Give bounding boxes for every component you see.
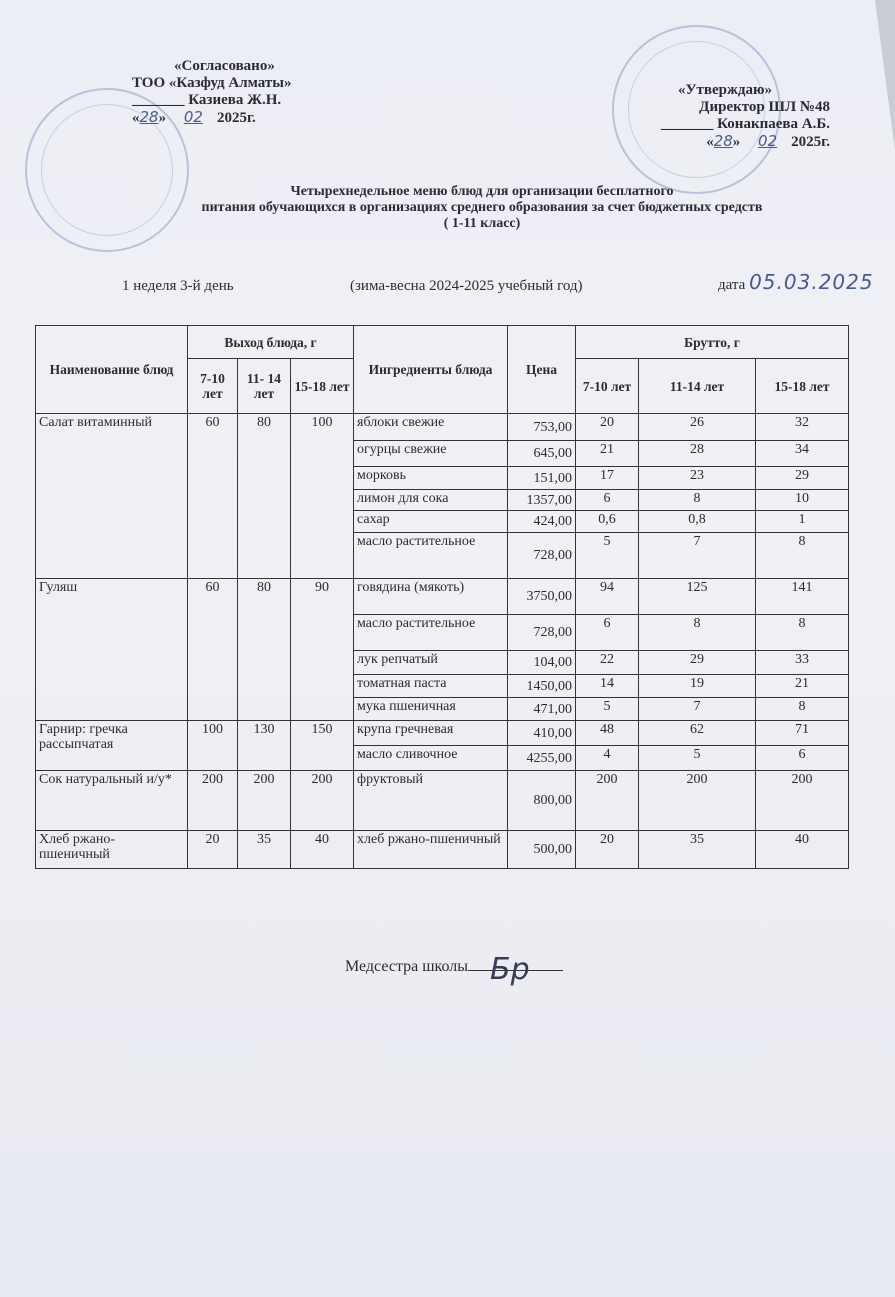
ingredient-price: 424,00 bbox=[508, 511, 576, 533]
ingredient-gross: 17 bbox=[576, 467, 639, 490]
ingredient-gross: 26 bbox=[639, 414, 756, 441]
ingredient-gross: 62 bbox=[639, 721, 756, 746]
ingredient-name: томатная паста bbox=[354, 675, 508, 698]
ingredient-gross: 14 bbox=[576, 675, 639, 698]
approval-left-date: «28» 02 2025г. bbox=[132, 108, 256, 126]
header-gross-age: 15-18 лет bbox=[756, 359, 849, 414]
approval-left-heading: «Согласовано» bbox=[174, 58, 275, 74]
date-field bbox=[718, 270, 874, 294]
ingredient-price: 1357,00 bbox=[508, 490, 576, 511]
ingredient-gross: 28 bbox=[639, 441, 756, 467]
ingredient-price: 728,00 bbox=[508, 533, 576, 579]
ingredient-name: фруктовый bbox=[354, 771, 508, 831]
ingredient-gross: 4 bbox=[576, 746, 639, 771]
ingredient-price: 1450,00 bbox=[508, 675, 576, 698]
header-gross-age: 7-10 лет bbox=[576, 359, 639, 414]
ingredient-name: масло растительное bbox=[354, 615, 508, 651]
table-row bbox=[36, 771, 849, 831]
ingredient-name: лук репчатый bbox=[354, 651, 508, 675]
header-dish: Наименование блюд bbox=[36, 326, 188, 414]
ingredient-gross: 8 bbox=[639, 490, 756, 511]
ingredient-name: яблоки свежие bbox=[354, 414, 508, 441]
ingredient-price: 104,00 bbox=[508, 651, 576, 675]
ingredient-gross: 200 bbox=[639, 771, 756, 831]
ingredient-name: огурцы свежие bbox=[354, 441, 508, 467]
header-output-age: 7-10 лет bbox=[188, 359, 238, 414]
approval-left-org: ТОО «Казфуд Алматы» bbox=[132, 75, 292, 91]
ingredient-gross: 8 bbox=[639, 615, 756, 651]
ingredient-gross: 23 bbox=[639, 467, 756, 490]
ingredient-gross: 48 bbox=[576, 721, 639, 746]
dish-output: 35 bbox=[238, 831, 291, 869]
dish-output: 100 bbox=[291, 414, 354, 579]
dish-name: Хлеб ржано-пшеничный bbox=[36, 831, 188, 869]
date-value: 05.03.2025 bbox=[749, 270, 874, 294]
ingredient-gross: 19 bbox=[639, 675, 756, 698]
nurse-signature: Бр bbox=[490, 952, 530, 987]
table-row bbox=[36, 579, 849, 615]
document-title bbox=[82, 184, 882, 232]
ingredient-price: 500,00 bbox=[508, 831, 576, 869]
dish-output: 80 bbox=[238, 579, 291, 721]
ingredient-gross: 94 bbox=[576, 579, 639, 615]
ingredient-gross: 5 bbox=[576, 698, 639, 721]
dish-output: 150 bbox=[291, 721, 354, 771]
ingredient-name: говядина (мякоть) bbox=[354, 579, 508, 615]
season: (зима-весна 2024-2025 учебный год) bbox=[350, 278, 583, 294]
header-price: Цена bbox=[508, 326, 576, 414]
ingredient-name: сахар bbox=[354, 511, 508, 533]
ingredient-price: 151,00 bbox=[508, 467, 576, 490]
ingredient-gross: 0,8 bbox=[639, 511, 756, 533]
dish-name: Салат витаминный bbox=[36, 414, 188, 579]
ingredient-name: лимон для сока bbox=[354, 490, 508, 511]
ingredient-gross: 8 bbox=[756, 615, 849, 651]
ingredient-gross: 8 bbox=[756, 698, 849, 721]
dish-name: Гарнир: гречка рассыпчатая bbox=[36, 721, 188, 771]
ingredient-gross: 29 bbox=[639, 651, 756, 675]
dish-name: Гуляш bbox=[36, 579, 188, 721]
ingredient-price: 3750,00 bbox=[508, 579, 576, 615]
table-row bbox=[36, 721, 849, 746]
ingredient-gross: 21 bbox=[756, 675, 849, 698]
date-label: дата bbox=[718, 277, 746, 293]
ingredient-gross: 20 bbox=[576, 414, 639, 441]
ingredient-gross: 7 bbox=[639, 698, 756, 721]
ingredient-price: 471,00 bbox=[508, 698, 576, 721]
ingredient-gross: 8 bbox=[756, 533, 849, 579]
week-day: 1 неделя 3-й день bbox=[122, 278, 234, 294]
ingredient-name: крупа гречневая bbox=[354, 721, 508, 746]
ingredient-name: хлеб ржано-пшеничный bbox=[354, 831, 508, 869]
ingredient-gross: 40 bbox=[756, 831, 849, 869]
dish-output: 200 bbox=[188, 771, 238, 831]
ingredient-price: 645,00 bbox=[508, 441, 576, 467]
ingredient-price: 410,00 bbox=[508, 721, 576, 746]
ingredient-gross: 34 bbox=[756, 441, 849, 467]
ingredient-price: 753,00 bbox=[508, 414, 576, 441]
approval-right-heading: «Утверждаю» bbox=[678, 82, 772, 98]
ingredient-gross: 5 bbox=[639, 746, 756, 771]
approval-right-signer: _______ Конакпаева А.Б. bbox=[660, 116, 830, 132]
ingredient-gross: 20 bbox=[576, 831, 639, 869]
header-gross-age: 11-14 лет bbox=[639, 359, 756, 414]
dish-output: 80 bbox=[238, 414, 291, 579]
ingredient-gross: 200 bbox=[756, 771, 849, 831]
ingredient-gross: 200 bbox=[576, 771, 639, 831]
ingredient-gross: 6 bbox=[576, 615, 639, 651]
table-row bbox=[36, 831, 849, 869]
ingredient-gross: 33 bbox=[756, 651, 849, 675]
title-line-2: питания обучающихся в организациях среднего образования за счет бюджетных средств bbox=[201, 200, 763, 215]
ingredient-name: масло сливочное bbox=[354, 746, 508, 771]
dish-output: 40 bbox=[291, 831, 354, 869]
dish-output: 200 bbox=[238, 771, 291, 831]
ingredient-gross: 71 bbox=[756, 721, 849, 746]
nurse-label: Медсестра школы bbox=[345, 958, 469, 975]
ingredient-price: 4255,00 bbox=[508, 746, 576, 771]
ingredient-gross: 0,6 bbox=[576, 511, 639, 533]
table-row bbox=[36, 414, 849, 441]
ingredient-price: 728,00 bbox=[508, 615, 576, 651]
ingredient-name: морковь bbox=[354, 467, 508, 490]
menu-table bbox=[35, 325, 849, 869]
dish-output: 200 bbox=[291, 771, 354, 831]
ingredient-gross: 21 bbox=[576, 441, 639, 467]
header-output-age: 11- 14 лет bbox=[238, 359, 291, 414]
ingredient-gross: 5 bbox=[576, 533, 639, 579]
ingredient-price: 800,00 bbox=[508, 771, 576, 831]
ingredient-gross: 141 bbox=[756, 579, 849, 615]
dish-output: 100 bbox=[188, 721, 238, 771]
dish-output: 130 bbox=[238, 721, 291, 771]
title-line-1: Четырехнедельное меню блюд для организации бесплатного bbox=[290, 184, 674, 199]
ingredient-gross: 32 bbox=[756, 414, 849, 441]
approval-left bbox=[132, 58, 291, 127]
ingredient-gross: 7 bbox=[639, 533, 756, 579]
title-line-3: ( 1-11 класс) bbox=[443, 216, 521, 231]
header-output: Выход блюда, г bbox=[188, 326, 354, 359]
approval-right-date: «28» 02 2025г. bbox=[706, 132, 830, 150]
dish-output: 90 bbox=[291, 579, 354, 721]
ingredient-gross: 6 bbox=[756, 746, 849, 771]
background-corner bbox=[875, 0, 895, 150]
ingredient-name: мука пшеничная bbox=[354, 698, 508, 721]
dish-output: 60 bbox=[188, 579, 238, 721]
approval-right-org: Директор ШЛ №48 bbox=[699, 99, 830, 115]
nurse-signature-line bbox=[345, 952, 563, 987]
ingredient-gross: 1 bbox=[756, 511, 849, 533]
header-gross: Брутто, г bbox=[576, 326, 849, 359]
dish-name: Сок натуральный и/у* bbox=[36, 771, 188, 831]
header-ingredients: Ингредиенты блюда bbox=[354, 326, 508, 414]
ingredient-name: масло растительное bbox=[354, 533, 508, 579]
ingredient-gross: 125 bbox=[639, 579, 756, 615]
header-output-age: 15-18 лет bbox=[291, 359, 354, 414]
dish-output: 20 bbox=[188, 831, 238, 869]
ingredient-gross: 22 bbox=[576, 651, 639, 675]
approval-left-signer: _______ Казиева Ж.Н. bbox=[132, 92, 282, 108]
approval-right bbox=[650, 82, 830, 151]
dish-output: 60 bbox=[188, 414, 238, 579]
ingredient-gross: 6 bbox=[576, 490, 639, 511]
ingredient-gross: 10 bbox=[756, 490, 849, 511]
ingredient-gross: 35 bbox=[639, 831, 756, 869]
ingredient-gross: 29 bbox=[756, 467, 849, 490]
